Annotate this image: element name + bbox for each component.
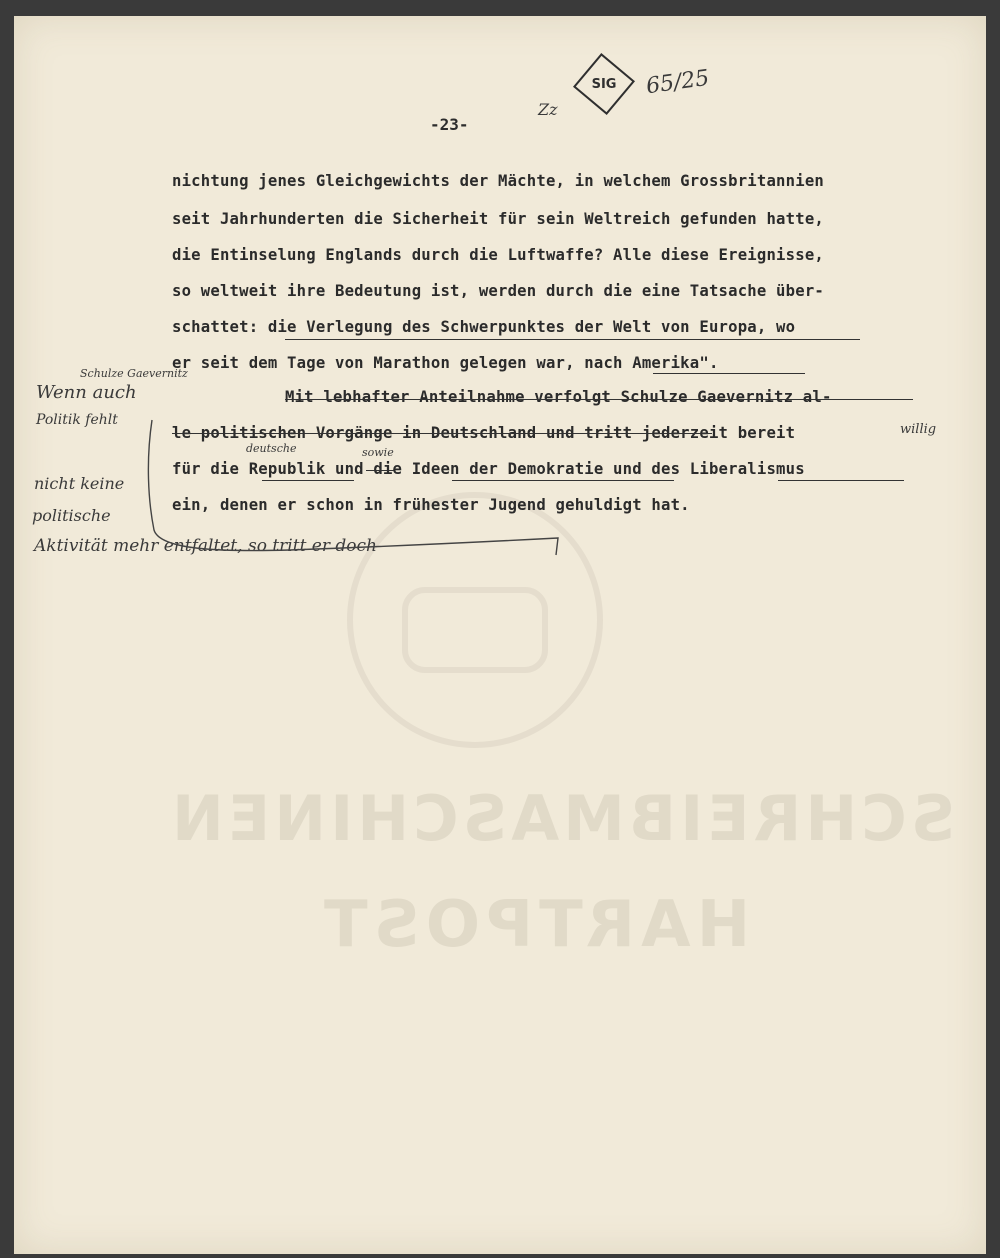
- underline-amerika: [653, 373, 805, 374]
- insertion-bracket: [140, 400, 580, 565]
- hand-margin-5: politische: [32, 506, 111, 525]
- hand-margin-1: Wenn auch: [36, 382, 137, 403]
- body-line-3: die Entinselung Englands durch die Luftwaffe? Alle diese Ereignisse,: [172, 246, 824, 264]
- underline-verlegung: [285, 339, 860, 340]
- body-line-2: seit Jahrhunderten die Sicherheit für sein Weltreich gefunden hatte,: [172, 210, 824, 228]
- hand-margin-4: nicht keine: [34, 474, 125, 493]
- body-line-7: Mit lebhafter Anteilnahme verfolgt Schulze Gaevernitz al-: [285, 388, 832, 406]
- body-line-8: le politischen Vorgänge in Deutschland und tritt jederzeit bereit: [172, 424, 796, 442]
- archive-stamp-text: SIG: [591, 76, 617, 92]
- hand-insert-willig: willig: [900, 422, 937, 437]
- body-line-1: nichtung jenes Gleichgewichts der Mächte, in welchem Grossbritannien: [172, 172, 824, 190]
- body-line-10: ein, denen er schon in frühester Jugend gehuldigt hat.: [172, 496, 690, 514]
- hand-margin-6: Aktivität mehr entfaltet, so tritt er doch: [34, 536, 377, 556]
- page-number: -23-: [430, 115, 469, 134]
- underline-liberalismus: [778, 480, 904, 481]
- body-line-9: für die Republik und die Ideen der Demokratie und des Liberalismus: [172, 460, 805, 478]
- margin-note-zz: Zz: [538, 100, 558, 119]
- hand-margin-2: Politik fehlt: [36, 412, 118, 428]
- hand-insert-deutsche: deutsche: [246, 442, 297, 455]
- watermark-line-2: HARTPOST: [318, 888, 751, 962]
- watermark-line-1: SCHREIBMASCHINEN: [168, 782, 956, 855]
- body-line-4: so weltweit ihre Bedeutung ist, werden durch die eine Tatsache über-: [172, 282, 824, 300]
- body-line-5: schattet: die Verlegung des Schwerpunktes der Welt von Europa, wo: [172, 318, 796, 336]
- body-line-6: er seit dem Tage von Marathon gelegen war, nach Amerika".: [172, 354, 719, 372]
- hand-top-insert: Schulze Gaevernitz: [80, 367, 188, 380]
- shelf-mark: 65/25: [644, 65, 711, 100]
- hand-insert-sowie: sowie: [362, 446, 394, 459]
